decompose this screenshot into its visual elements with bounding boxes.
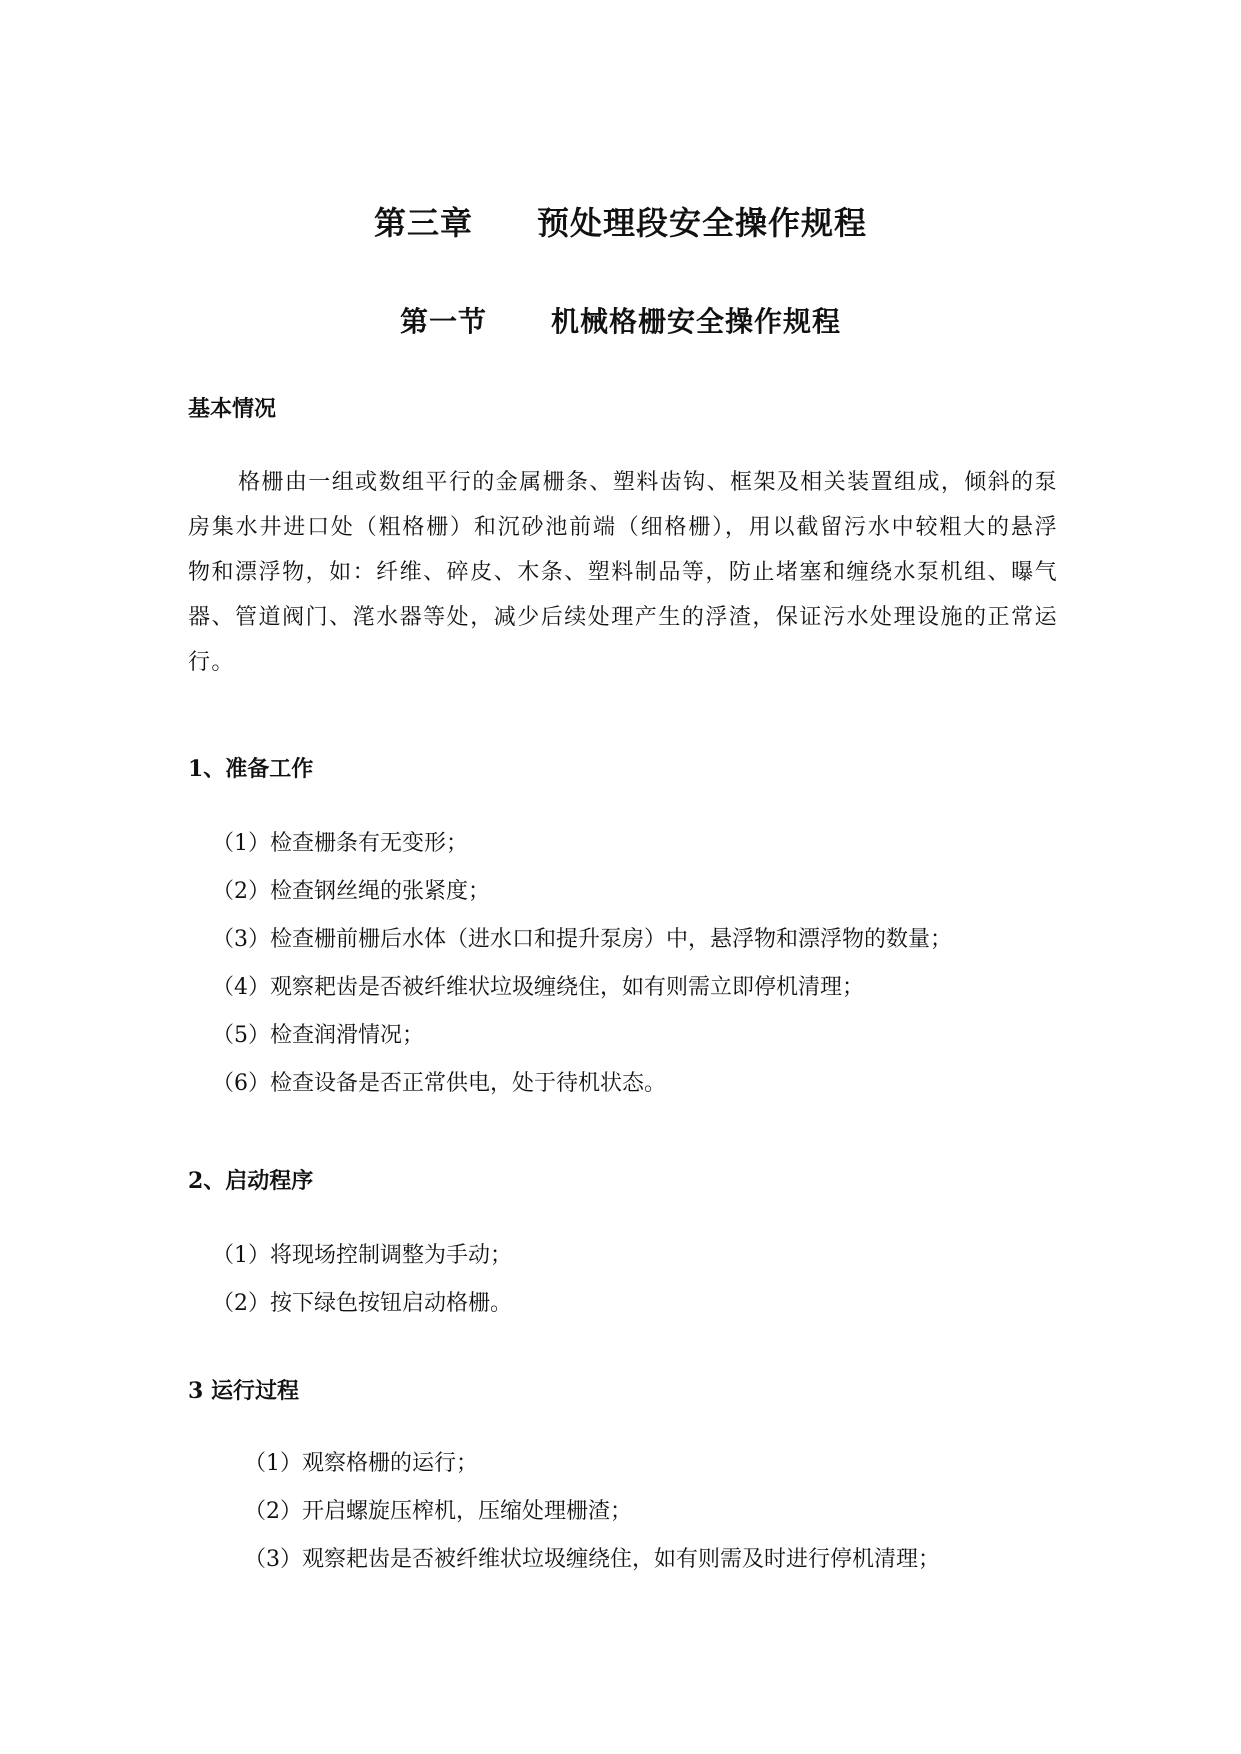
list-item: （6）检查设备是否正常供电，处于待机状态。 bbox=[212, 1071, 666, 1096]
section-number: 第一节 bbox=[399, 305, 487, 338]
list-item: （1）观察格栅的运行； bbox=[244, 1451, 478, 1476]
chapter-name: 预处理段安全操作规程 bbox=[537, 204, 868, 242]
list-item: （1）检查栅条有无变形； bbox=[212, 831, 468, 856]
basic-info-paragraph: 格栅由一组或数组平行的金属栅条、塑料齿钩、框架及相关装置组成，倾斜的泵房集水井进口处（粗格栅）和沉砂池前端（细格栅），用以截留污水中较粗大的悬浮物和漂浮物，如：纤维、碎皮、木条、塑料制品等，防止堵塞和缠绕水泵机组、曝气器、管道阀门、滗水器等处，减少后续处理产生的浮渣，保证污水处理设施的正常运行。 bbox=[188, 470, 1058, 675]
operation-list bbox=[244, 1440, 940, 1584]
list-item: （4）观察耙齿是否被纤维状垃圾缠绕住，如有则需立即停机清理； bbox=[212, 975, 864, 1000]
list-item: （3）观察耙齿是否被纤维状垃圾缠绕住，如有则需及时进行停机清理； bbox=[244, 1547, 940, 1572]
chapter-title bbox=[0, 198, 1241, 244]
chapter-number: 第三章 bbox=[373, 204, 473, 242]
operation-heading: 3 运行过程 bbox=[188, 1378, 299, 1404]
list-item: （2）按下绿色按钮启动格栅。 bbox=[212, 1291, 512, 1316]
list-item: （2）检查钢丝绳的张紧度； bbox=[212, 879, 490, 904]
section-name: 机械格栅安全操作规程 bbox=[551, 305, 842, 338]
startup-list bbox=[212, 1232, 512, 1328]
preparation-heading: 1、准备工作 bbox=[188, 756, 314, 782]
list-item: （1）将现场控制调整为手动； bbox=[212, 1243, 512, 1268]
list-item: （5）检查润滑情况； bbox=[212, 1023, 424, 1048]
startup-heading: 2、启动程序 bbox=[188, 1168, 314, 1194]
preparation-list bbox=[212, 820, 952, 1108]
section-title bbox=[0, 300, 1241, 340]
list-item: （2）开启螺旋压榨机，压缩处理栅渣； bbox=[244, 1499, 632, 1524]
basic-info-heading: 基本情况 bbox=[188, 396, 277, 422]
list-item: （3）检查栅前栅后水体（进水口和提升泵房）中，悬浮物和漂浮物的数量； bbox=[212, 927, 952, 952]
